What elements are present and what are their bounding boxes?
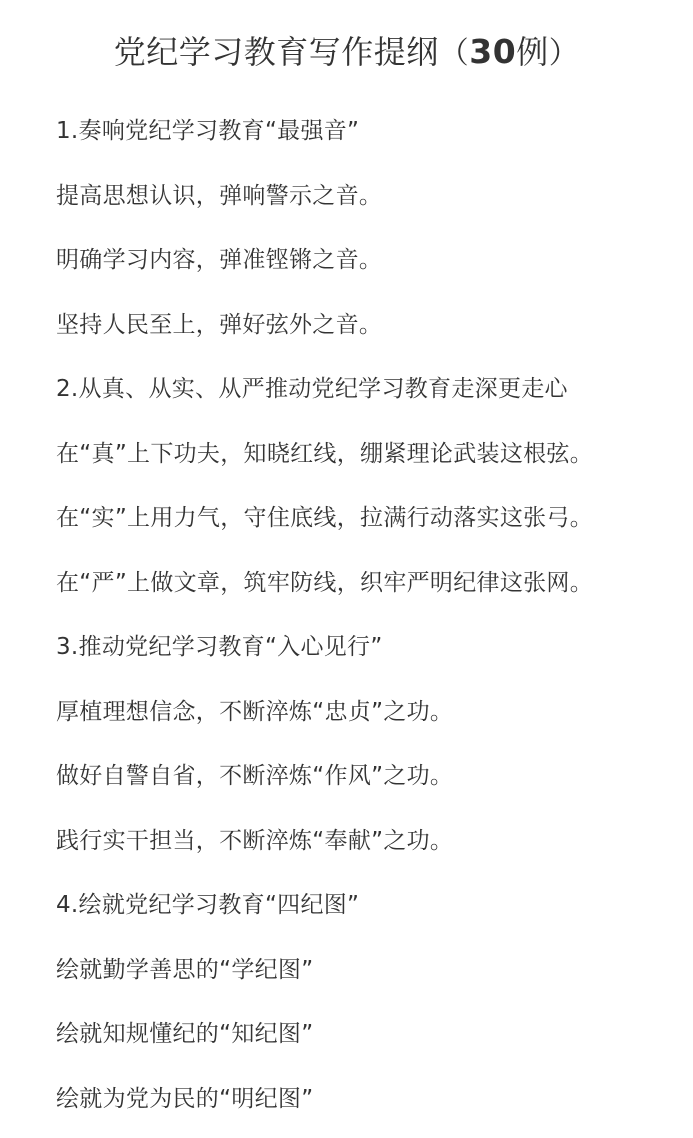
title-main: 党纪学习教育写作提纲 (114, 33, 439, 71)
outline-item: 绘就为党为民的“明纪图” (56, 1074, 686, 1138)
page-title (0, 28, 693, 78)
outline-item: 厚植理想信念，不断淬炼“忠贞”之功。 (56, 687, 686, 752)
outline-item: 在“真”上下功夫，知晓红线，绷紧理论武装这根弦。 (56, 429, 686, 494)
outline-item: 绘就勤学善思的“学纪图” (56, 945, 686, 1010)
outline-heading: 1.奏响党纪学习教育“最强音” (56, 106, 686, 171)
outline-item: 在“实”上用力气，守住底线，拉满行动落实这张弓。 (56, 493, 686, 558)
outline-item: 践行实干担当，不断淬炼“奉献”之功。 (56, 816, 686, 881)
outline-item: 提高思想认识，弹响警示之音。 (56, 171, 686, 236)
title-unit: 例 (516, 33, 549, 71)
outline-heading: 3.推动党纪学习教育“入心见行” (56, 622, 686, 687)
outline-list (56, 106, 686, 1138)
outline-heading: 4.绘就党纪学习教育“四纪图” (56, 880, 686, 945)
outline-item: 绘就知规懂纪的“知纪图” (56, 1009, 686, 1074)
outline-item: 坚持人民至上，弹好弦外之音。 (56, 300, 686, 365)
outline-item: 做好自警自省，不断淬炼“作风”之功。 (56, 751, 686, 816)
title-count: 30 (469, 32, 516, 71)
title-open-paren: （ (439, 36, 470, 71)
outline-item: 明确学习内容，弹准铿锵之音。 (56, 235, 686, 300)
outline-heading: 2.从真、从实、从严推动党纪学习教育走深更走心 (56, 364, 686, 429)
outline-item: 在“严”上做文章，筑牢防线，织牢严明纪律这张网。 (56, 558, 686, 623)
title-close-paren: ） (549, 36, 580, 71)
